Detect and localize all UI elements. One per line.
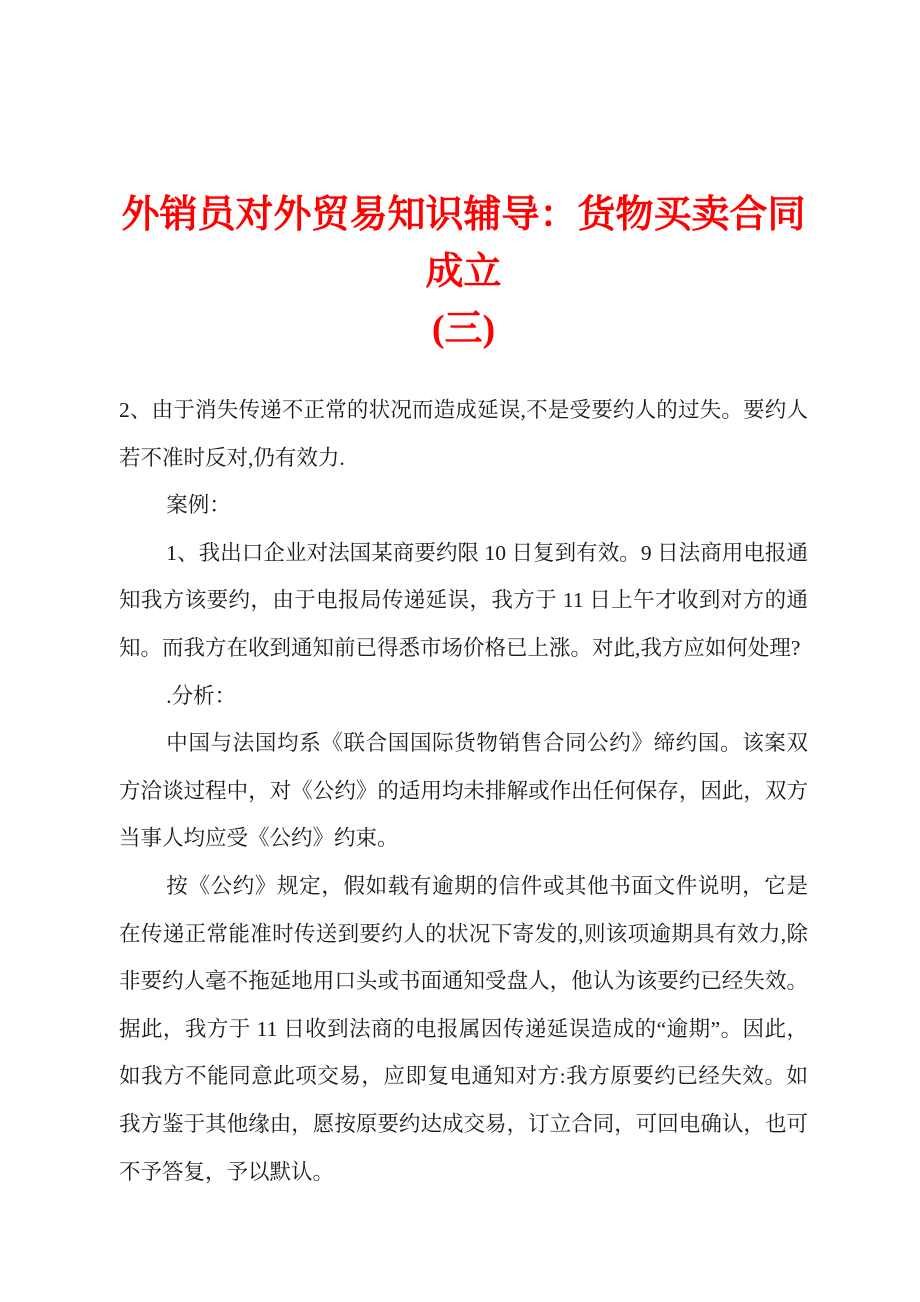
paragraph: 按《公约》规定，假如载有逾期的信件或其他书面文件说明，它是在传递正常能准时传送到要约人的状况下寄发的,则该项逾期具有效力,除非要约人毫不拖延地用口头或书面通知受盘人，他认为该要约已经失效。据此，我方于 11 日收到法商的电报属因传递延误造成的“逾期”。因此，如我方不能同意此项交易，应即复电通知对方:我方原要约已经失效。如我方鉴于其他缘由，愿按原要约达成交易，订立合同，可回电确认，也可不予答复，予以默认。 — [119, 873, 808, 1184]
document-title-line1: 外销员对外贸易知识辅导：货物买卖合同成立 — [121, 194, 806, 293]
document-body — [119, 387, 808, 1196]
paragraph: .分析： — [166, 683, 237, 708]
document-title-line2: (三) — [431, 308, 496, 350]
paragraph: 案例： — [166, 493, 231, 518]
paragraph: 1、我出口企业对法国某商要约限 10 日复到有效。9 日法商用电报通知我方该要约，由于电报局传递延误，我方于 11 日上午才收到对方的通知。而我方在收到通知前已得悉市场价格已上涨。对此,我方应如何处理? — [119, 540, 808, 660]
paragraph: 中国与法国均系《联合国国际货物销售合同公约》缔约国。该案双方洽谈过程中，对《公约》的适用均未排解或作出任何保存，因此，双方当事人均应受《公约》约束。 — [119, 731, 808, 851]
paragraph: 2、由于消失传递不正常的状况而造成延误,不是受要约人的过失。要约人若不准时反对,仍有效力. — [119, 398, 808, 470]
document-title — [119, 187, 808, 358]
